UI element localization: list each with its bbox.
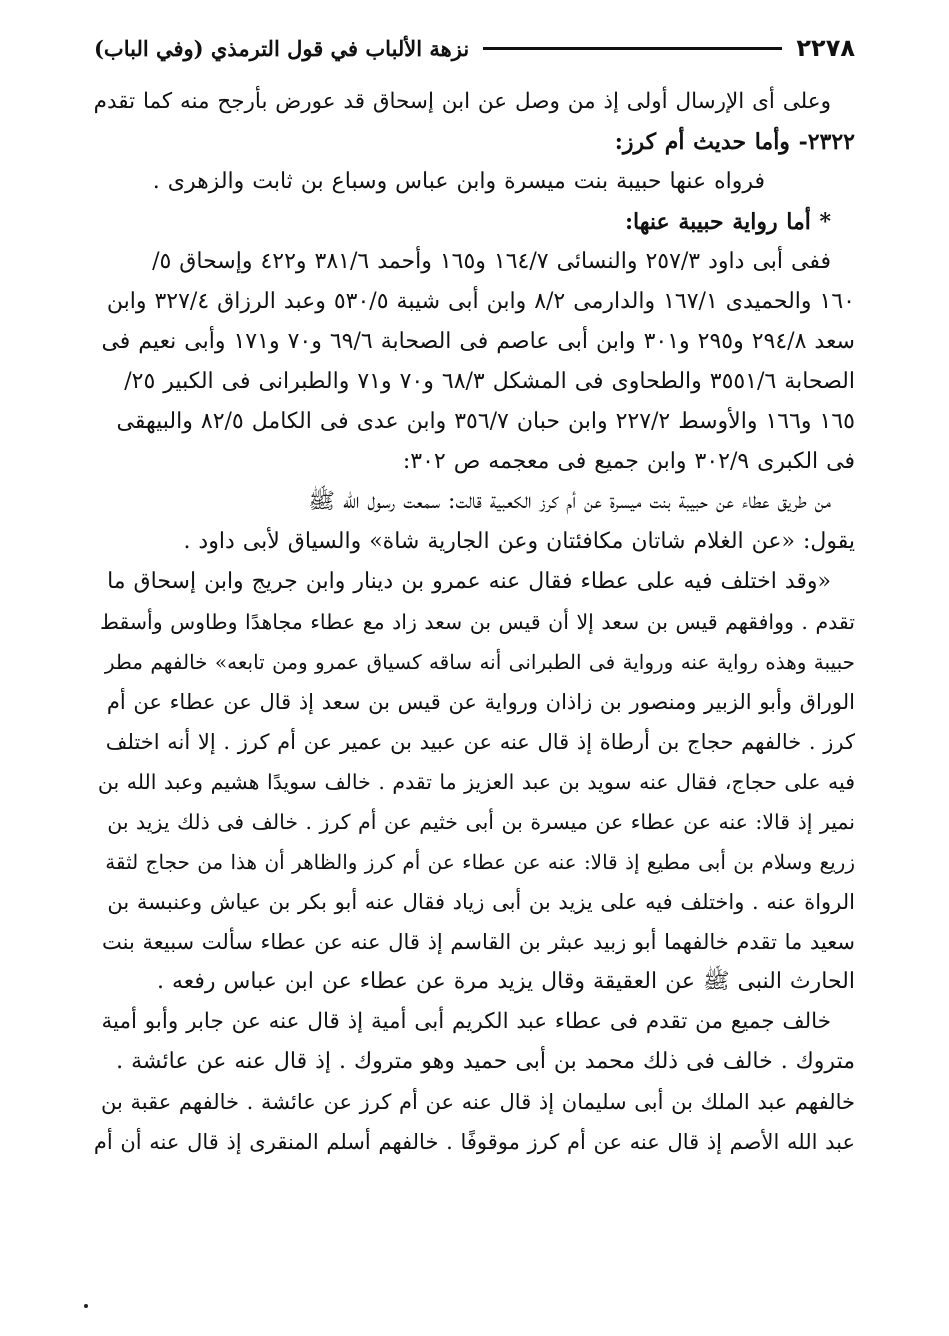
text-line: يقول: «عن الغلام شاتان مكافئتان وعن الجارية شاة» والسياق لأبى داود . bbox=[183, 529, 855, 554]
text-line: خالفهم عبد الملك بن أبى سليمان إذ قال عنه عن أم كرز عن عائشة . خالفهم عقبة بن bbox=[101, 1090, 855, 1114]
text-line: الحارث النبى ﷺ عن العقيقة وقال يزيد مرة عن عطاء عن ابن عباس رفعه . bbox=[157, 969, 855, 994]
text-line: ففى أبى داود ٢٥٧/٣ والنسائى ١٦٤/٧ و١٦٥ وأحمد ٣٨١/٦ و٤٢٢ وإسحاق ٥/ bbox=[152, 249, 831, 274]
text-line: الصحابة ٣٥٥١/٦ والطحاوى فى المشكل ٦٨/٣ و٧٠ و٧١ والطبرانى فى الكبير ٢٥/ bbox=[124, 369, 855, 394]
running-title: نزهة الألباب في قول الترمذي (وفي الباب) bbox=[94, 35, 470, 61]
section-heading: ٢٣٢٢- وأما حديث أم كرز: bbox=[614, 129, 855, 155]
subsection-heading: * أما رواية حبيبة عنها: bbox=[624, 209, 831, 235]
text-line: ١٦٥ و١٦٦ والأوسط ٢٢٧/٢ وابن حبان ٣٥٦/٧ وابن عدى فى الكامل ٨٢/٥ والبيهقى bbox=[116, 409, 855, 434]
page-header bbox=[94, 30, 855, 66]
text-line: متروك . خالف فى ذلك محمد بن أبى حميد وهو متروك . إذ قال عنه عن عائشة . bbox=[116, 1049, 855, 1074]
text-line: عبد الله الأصم إذ قال عنه عن أم كرز موقوفًا . خالفهم أسلم المنقرى إذ قال عنه أن أم bbox=[94, 1130, 855, 1154]
text-line: فيه على حجاج، فقال عنه سويد بن عبد العزيز ما تقدم . خالف سويدًا هشيم وعبد الله بن bbox=[97, 770, 855, 794]
text-line: سعيد ما تقدم خالفهما أبو زبيد عبثر بن القاسم إذ قال عنه عن عطاء سألت سبيعة بنت bbox=[102, 930, 855, 954]
text-line: من طريق عطاء عن حبيبة بنت ميسرة عن أم كرز الكعبية قالت: سمعت رسول الله ﷺ bbox=[308, 489, 831, 514]
text-line: وعلى أى الإرسال أولى إذ من وصل عن ابن إسحاق قد عورض بأرجح منه كما تقدم bbox=[94, 89, 831, 114]
text-line: فرواه عنها حبيبة بنت ميسرة وابن عباس وسباع بن ثابت والزهرى . bbox=[152, 169, 765, 194]
text-line: تقدم . ووافقهم قيس بن سعد إلا أن قيس بن سعد زاد مع عطاء مجاهدًا وطاوس وأسقط bbox=[100, 610, 855, 634]
text-line: الوراق وأبو الزبير ومنصور بن زاذان ورواية عن قيس بن سعد إذ قال عن عطاء عن أم bbox=[106, 690, 855, 714]
text-line: كرز . خالفهم حجاج بن أرطاة إذ قال عنه عن عبيد بن عمير عن أم كرز . إلا أنه اختلف bbox=[105, 730, 855, 754]
text-line: خالف جميع من تقدم فى عطاء عبد الكريم أبى أمية إذ قال عنه عن جابر وأبو أمية bbox=[101, 1009, 831, 1034]
page-number: ٢٢٧٨ bbox=[796, 34, 855, 62]
page-mark bbox=[84, 1304, 88, 1308]
text-line: حبيبة وهذه رواية عنه ورواية فى الطبرانى أنه ساقه كسياق عمرو ومن تابعه» خالفهم مطر bbox=[104, 650, 855, 674]
text-line: زريع وسلام بن أبى مطيع إذ قالا: عنه عن عطاء عن أم كرز والظاهر أن هذا من حجاج لثقة bbox=[105, 850, 855, 874]
header-rule bbox=[483, 47, 782, 50]
text-line: نمير إذ قالا: عنه عن عطاء عن ميسرة بن أبى خثيم عن أم كرز . خالف فى ذلك يزيد بن bbox=[107, 810, 855, 834]
text-line: ١٦٠ والحميدى ١٦٧/١ والدارمى ٨/٢ وابن أبى شيبة ٥٣٠/٥ وعبد الرزاق ٣٢٧/٤ وابن bbox=[106, 289, 855, 314]
text-line: سعد ٢٩٤/٨ و٢٩٥ و٣٠١ وابن أبى عاصم فى الصحابة ٦٩/٦ و٧٠ و١٧١ وأبى نعيم فى bbox=[101, 329, 855, 354]
text-line: «وقد اختلف فيه على عطاء فقال عنه عمرو بن دينار وابن جريج وابن إسحاق ما bbox=[107, 569, 831, 594]
text-line: فى الكبرى ٣٠٢/٩ وابن جميع فى معجمه ص ٣٠٢: bbox=[402, 449, 855, 474]
page-body bbox=[94, 82, 855, 1162]
text-line: الرواة عنه . واختلف فيه على يزيد بن أبى زياد فقال عنه أبو بكر بن عياش وعنبسة بن bbox=[107, 890, 855, 914]
